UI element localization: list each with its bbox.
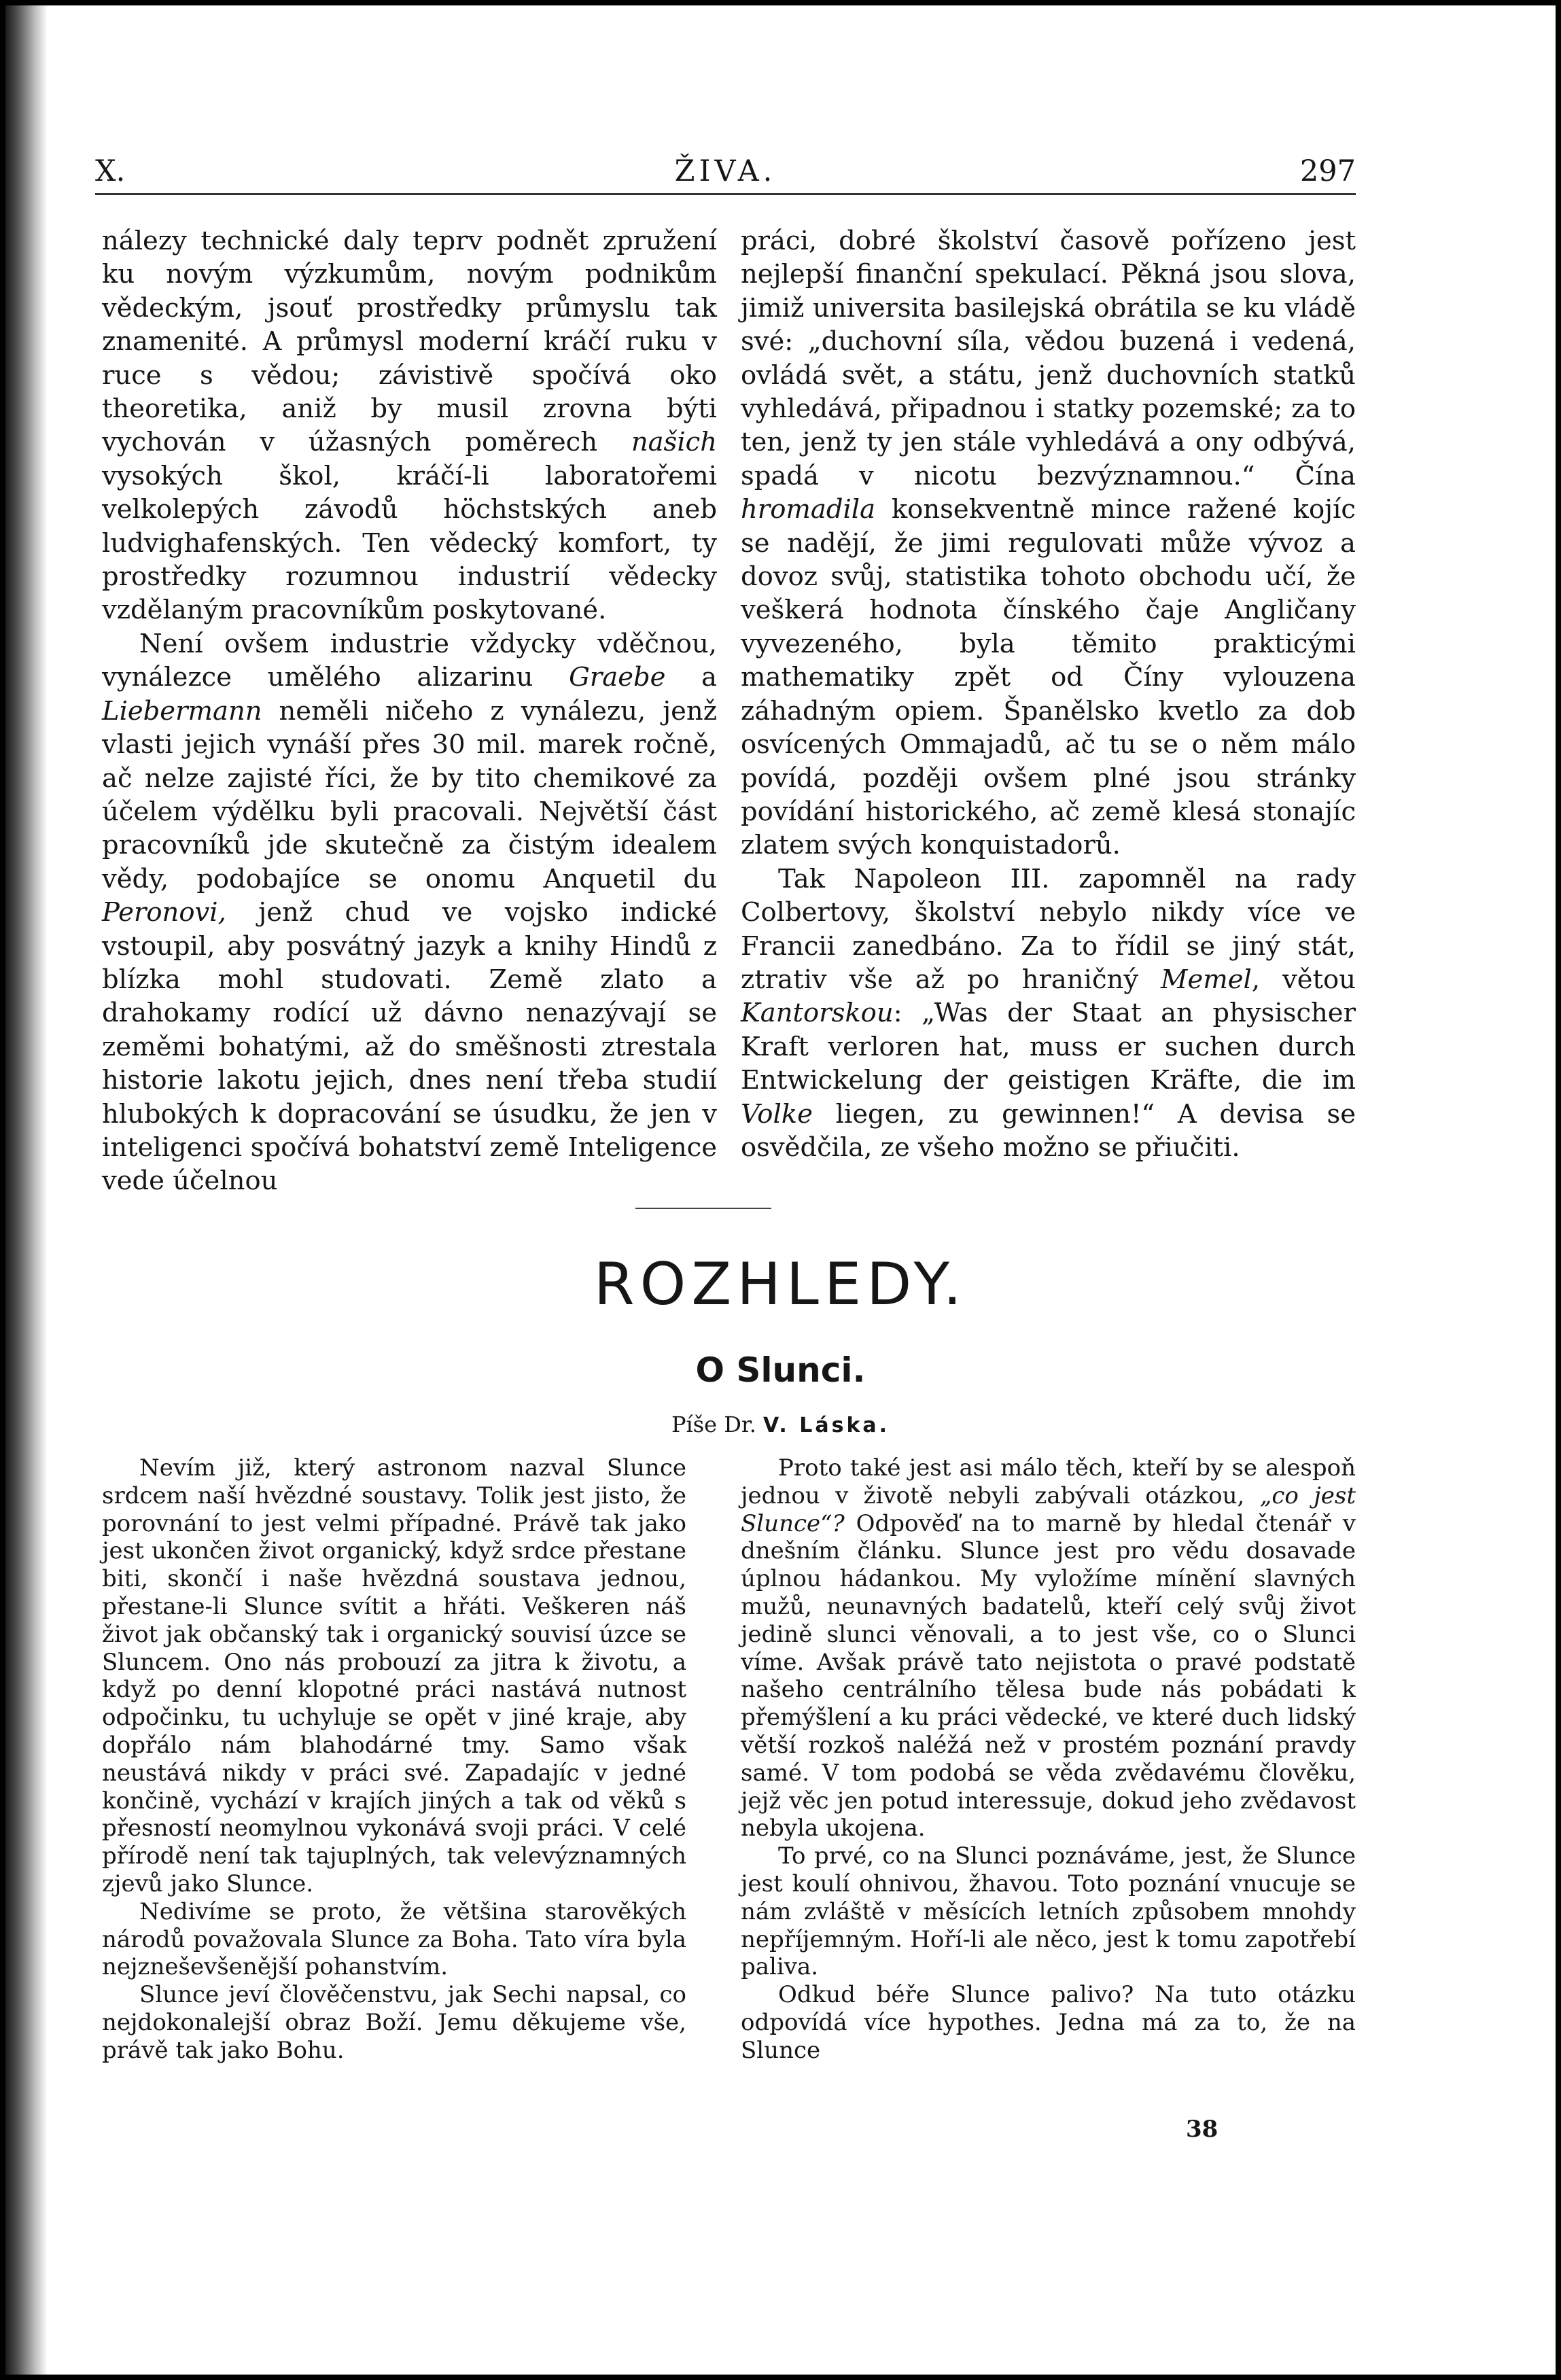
paragraph: Proto také jest asi málo těch, kteří by se alespoň jednou v životě nebyli zabývali otázkou, „co jest Slunce“? Odpověď na to marně by hledal čtenář v dnešním článku. Slunce jest pro vědu dosavade úplnou hádankou. My vyložíme mínění slavných mužů, neunavných badatelů, kteří celý svůj život jedině slunci věnovali, a to jest vše, co o Slunci víme. Avšak právě tato nejistota o pravé podstatě našeho centrálního tělesa bude nás pobádati k přemýšlení a ku práci vědecké, ve které duch lidský větší rozkoš naléžá než v prostém poznání pravdy samé. V tom podobá se věda zvědavému člověku, jejž věc jen potud interessuje, dokud jeho zvědavost nebyla ukojena. bbox=[741, 1454, 1356, 1842]
paragraph: Odkud béře Slunce palivo? Na tuto otázku odpovídá více hypothes. Jedna má za to, že na Slunce bbox=[741, 1981, 1356, 2064]
paragraph: nálezy technické daly teprv podnět zpružení ku novým výzkumům, novým podnikům vědeckým, jsouť prostředky průmyslu tak znamenité. A průmysl moderní kráčí ruku v ruce s vědou; závistivě spočívá oko theoretika, aniž by musil zrovna býti vychován v úžasných poměrech našich vysokých škol, kráčí-li laboratořemi velkolepých závodů höchstských aneb ludvighafenských. Ten vědecký komfort, ty prostředky rozumnou industrií vědecky vzdělaným pracovníkům poskytované. bbox=[102, 226, 717, 626]
paragraph: Slunce jeví člověčenstvu, jak Sechi napsal, co nejdokonalejší obraz Boží. Jemu děkujeme vše, právě tak jako Bohu. bbox=[102, 1981, 686, 2064]
article-title: O Slunci. bbox=[695, 1350, 866, 1390]
printer-signature: 38 bbox=[1186, 2116, 1218, 2143]
paragraph: To prvé, co na Slunci poznáváme, jest, že Slunce jest koulí ohnivou, žhavou. Toto poznání vnucuje se nám zvláště v měsících letních způsobem mnohdy nepříjemným. Hoří-li ale něco, jest k tomu zapotřebí paliva. bbox=[741, 1842, 1356, 1981]
bottom-right-column bbox=[741, 1454, 1356, 2065]
byline-prefix: Píše Dr. bbox=[671, 1412, 756, 1437]
page-binding-edge bbox=[5, 5, 48, 2375]
section-title: ROZHLEDY. bbox=[593, 1250, 968, 1318]
paragraph: Nedivíme se proto, že většina starověkých národů považovala Slunce za Boha. Tato víra byla nejzneševšenější pohanstvím. bbox=[102, 1897, 686, 1981]
journal-title: ŽIVA. bbox=[674, 154, 777, 188]
header-rule bbox=[95, 193, 1356, 195]
paragraph: Nevím již, který astronom nazval Slunce srdcem naší hvězdné soustavy. Tolik jest jisto, že porovnání to jest velmi případné. Právě tak jako jest ukončen život organický, když srdce přestane biti, skončí i naše hvězdná soustava jednou, přestane-li Slunce svítit a hřáti. Veškeren náš život jak občanský tak i organický souvisí úzce se Sluncem. Ono nás probouzí za jitra k životu, a když po denní klopotné práci nastává nutnost odpočinku, tu uchyluje se opět v jiné kraje, aby dopřálo nám blahodárné tmy. Samo však neustává nikdy v práci své. Zapadajíc v jedné končině, vychází v krajích jiných a tak od věků s přesností neomylnou vykonává svoji práci. V celé přírodě není tak tajuplných, tak velevýznamných zjevů jako Slunce. bbox=[102, 1454, 686, 1897]
page-number: 297 bbox=[1299, 154, 1356, 188]
paragraph: Není ovšem industrie vždycky vděčnou, vynálezce umělého alizarinu Graebe a Liebermann neměli ničeho z vynálezu, jenž vlasti jejich vynáší přes 30 mil. marek ročně, ač nelze zajisté říci, že by tito chemikové za účelem výdělku byli pracovali. Největší část pracovníků jde skutečně za čistým idealem vědy, podobajíce se onomu Anquetil du Peronovi, jenž chud ve vojsko indické vstoupil, aby posvátný jazyk a knihy Hindů z blízka mohl studovati. Země zlato a drahokamy rodící už dávno nenazývají se zeměmi bohatými, až do směšnosti ztrestala historie lakotu jejich, dnes není třeba studií hlubokých k dopracování se úsudku, že jen v inteligenci spočívá bohatství země Inteligence vede účelnou bbox=[102, 628, 717, 1197]
paragraph: práci, dobré školství časově pořízeno jest nejlepší finanční spekulací. Pěkná jsou slova, jimiž universita basilejská obrátila se ku vládě své: „duchovní síla, vědou buzená i vedená, ovládá svět, a státu, jenž duchovních statků vyhledává, připadnou i statky pozemské; za to ten, jenž ty jen stále vyhledává a ony odbývá, spadá v nicotu bezvýznamnou.“ Čína hromadila konsekventně mince ražené kojíc se nadějí, že jimi regulovati může vývoz a dovoz svůj, statistika tohoto obchodu učí, že veškerá hodnota čínského čaje Angličany vyvezeného, byla těmito prakticými mathematiky zpět od Číny vylouzena záhadným opiem. Španělsko kvetlo za dob osvícených Ommajadů, ač tu se o něm málo povídá, později ovšem plné jsou stránky povídání historického, ač země klesá stonajíc zlatem svých konquistadorů. bbox=[741, 226, 1356, 861]
top-right-column bbox=[741, 224, 1356, 1164]
paragraph: Tak Napoleon III. zapomněl na rady Colbertovy, školství nebylo nikdy více ve Francii zanedbáno. Za to řídil se jiný stát, ztrativ vše až po hraničný Memel, větou Kantorskou: „Was der Staat an physischer Kraft verloren hat, muss er suchen durch Entwickelung der geistigen Kräfte, die im Volke liegen, zu gewinnen!“ A devisa se osvědčila, ze všeho možno se přiučiti. bbox=[741, 863, 1356, 1163]
bottom-left-column bbox=[102, 1454, 686, 2065]
volume-number: X. bbox=[95, 154, 126, 188]
running-header bbox=[95, 151, 1356, 192]
top-left-column bbox=[102, 224, 717, 1198]
byline bbox=[0, 1412, 1561, 1437]
section-divider bbox=[635, 1208, 771, 1209]
byline-author: V. Láska. bbox=[763, 1414, 890, 1437]
